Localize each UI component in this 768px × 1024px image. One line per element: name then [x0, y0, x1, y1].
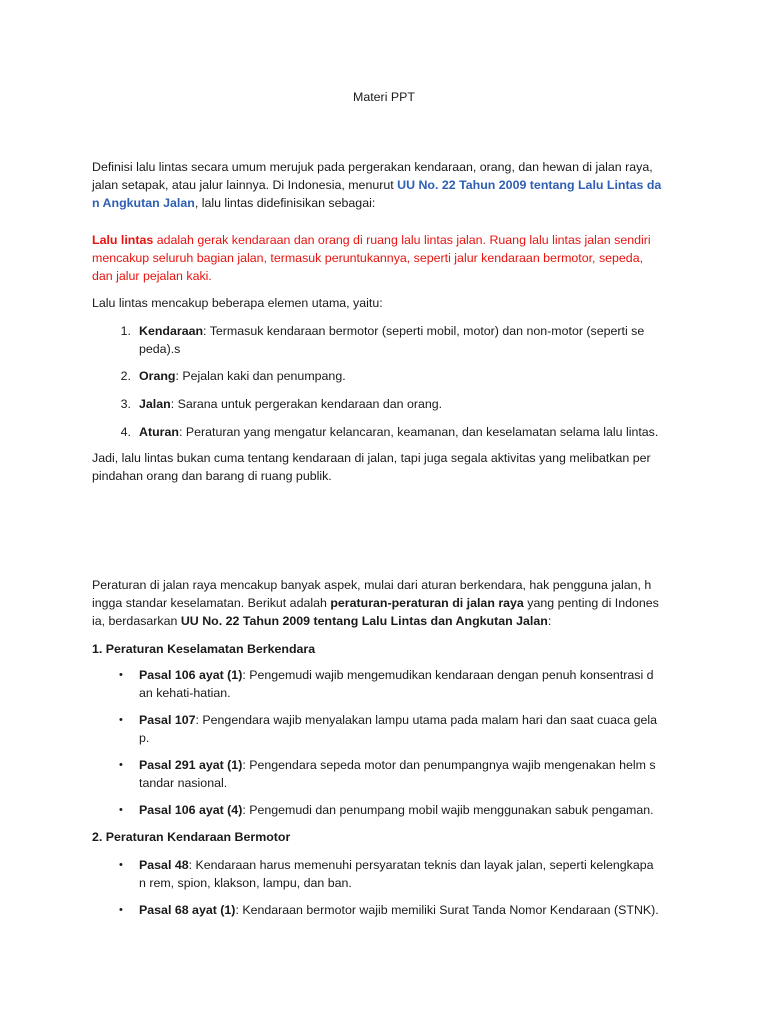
definition-term: Lalu lintas [92, 233, 154, 247]
intro-text: , lalu lintas didefinisikan sebagai: [194, 196, 376, 210]
list-item [120, 367, 684, 385]
bullet-item [119, 711, 684, 747]
list-term: Kendaraan [139, 324, 204, 338]
section-heading [92, 640, 684, 658]
regulations-emphasis: peraturan-peraturan di jalan raya [330, 596, 524, 610]
bullet-icon: • [119, 904, 123, 916]
conclusion-paragraph [92, 449, 684, 485]
list-number: 4. [120, 425, 131, 439]
article-text: n rem, spion, klakson, lampu, dan ban. [139, 876, 352, 890]
law-reference-link: n Angkutan Jalan [92, 196, 195, 210]
article-text: p. [139, 731, 150, 745]
list-item [120, 322, 684, 358]
article-text: an kehati-hatian. [139, 686, 231, 700]
bullet-icon: • [119, 714, 123, 726]
law-title: UU No. 22 Tahun 2009 tentang Lalu Lintas dan Angkutan Jalan [180, 614, 548, 628]
bullet-item [119, 801, 684, 819]
bullet-item [119, 756, 684, 792]
article-term: Pasal 106 ayat (1) [139, 668, 243, 682]
list-text: : Sarana untuk pergerakan kendaraan dan orang. [170, 397, 443, 411]
regulations-text: yang penting di Indones [523, 596, 659, 610]
regulations-line [92, 612, 684, 630]
law-reference-link: UU No. 22 Tahun 2009 tentang Lalu Lintas da [397, 178, 662, 192]
list-text: : Peraturan yang mengatur kelancaran, keamanan, dan keselamatan selama lalu lintas. [178, 425, 659, 439]
bullet-icon: • [119, 669, 123, 681]
list-text: : Pejalan kaki dan penumpang. [175, 369, 346, 383]
list-item [120, 395, 684, 413]
intro-text: jalan setapak, atau jalur lainnya. Di Indonesia, menurut [92, 178, 398, 192]
conclusion-line: Jadi, lalu lintas bukan cuma tentang kendaraan di jalan, tapi juga segala aktivitas yang melibatkan per [92, 451, 651, 465]
list-term: Orang [139, 369, 176, 383]
article-text: tandar nasional. [139, 776, 228, 790]
list-number: 2. [120, 369, 131, 383]
section-heading [92, 828, 684, 846]
bullet-item [119, 666, 684, 702]
bullet-icon: • [119, 859, 123, 871]
article-text: : Pengendara wajib menyalakan lampu utama pada malam hari dan saat cuaca gela [195, 713, 657, 727]
bullet-icon: • [119, 804, 123, 816]
article-term: Pasal 106 ayat (4) [139, 803, 243, 817]
elements-intro: Lalu lintas mencakup beberapa elemen utama, yaitu: [92, 296, 383, 310]
list-text: : Termasuk kendaraan bermotor (seperti mobil, motor) dan non-motor (seperti se [203, 324, 645, 338]
regulations-line: Peraturan di jalan raya mencakup banyak aspek, mulai dari aturan berkendara, hak pengguna jalan, h [92, 578, 652, 592]
document-title: Materi PPT [353, 90, 415, 104]
article-text: : Kendaraan bermotor wajib memiliki Surat Tanda Nomor Kendaraan (STNK). [235, 903, 659, 917]
regulations-text: : [547, 614, 552, 628]
article-text: : Kendaraan harus memenuhi persyaratan teknis dan layak jalan, seperti kelengkapa [188, 858, 654, 872]
definition-line: dan jalur pejalan kaki. [92, 269, 212, 283]
definition-line: mencakup seluruh bagian jalan, termasuk peruntukannya, seperti jalur kendaraan bermotor, sepeda, [92, 251, 644, 265]
section-heading-text: 1. Peraturan Keselamatan Berkendara [92, 642, 316, 656]
bullet-icon: • [119, 759, 123, 771]
intro-line: Definisi lalu lintas secara umum merujuk pada pergerakan kendaraan, orang, dan hewan di jalan raya, [92, 160, 653, 174]
definition-paragraph [92, 231, 684, 285]
regulations-intro [92, 576, 684, 630]
list-text: peda).s [139, 342, 181, 356]
conclusion-line: pindahan orang dan barang di ruang publik. [92, 469, 332, 483]
article-term: Pasal 48 [139, 858, 189, 872]
regulations-text: ingga standar keselamatan. Berikut adalah [92, 596, 331, 610]
list-number: 3. [120, 397, 131, 411]
intro-line [92, 194, 684, 212]
list-number: 1. [120, 324, 131, 338]
article-text: : Pengemudi wajib mengemudikan kendaraan dengan penuh konsentrasi d [242, 668, 654, 682]
article-term: Pasal 291 ayat (1) [139, 758, 243, 772]
definition-text: adalah gerak kendaraan dan orang di ruang lalu lintas jalan. Ruang lalu lintas jalan sendiri [153, 233, 651, 247]
article-text: : Pengendara sepeda motor dan penumpangnya wajib mengenakan helm s [242, 758, 656, 772]
section-heading-text: 2. Peraturan Kendaraan Bermotor [92, 830, 291, 844]
regulations-line [92, 594, 684, 612]
intro-paragraph [92, 158, 684, 212]
regulations-text: ia, berdasarkan [92, 614, 181, 628]
article-term: Pasal 107 [139, 713, 196, 727]
article-term: Pasal 68 ayat (1) [139, 903, 236, 917]
list-term: Jalan [139, 397, 171, 411]
list-item [120, 423, 684, 441]
definition-line [92, 231, 684, 249]
article-text: : Pengemudi dan penumpang mobil wajib menggunakan sabuk pengaman. [242, 803, 654, 817]
intro-line [92, 176, 684, 194]
bullet-item [119, 901, 684, 919]
bullet-item [119, 856, 684, 892]
list-term: Aturan [139, 425, 179, 439]
